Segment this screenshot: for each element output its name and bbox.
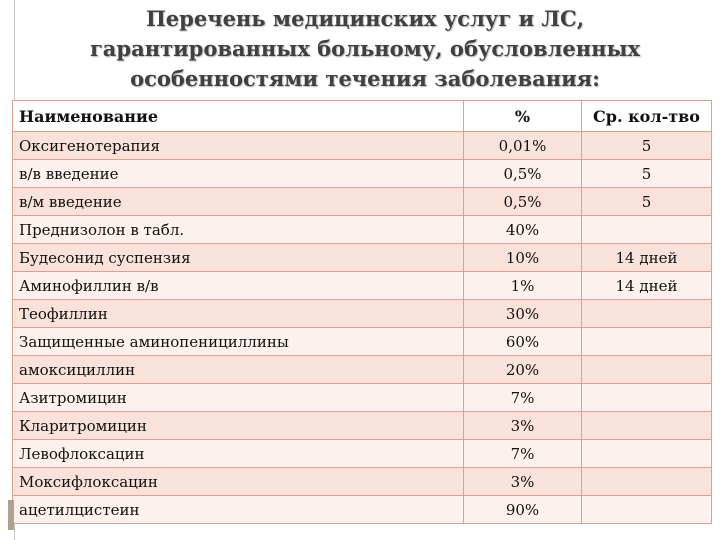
cell-name: амоксициллин: [13, 356, 464, 384]
cell-name: Кларитромицин: [13, 412, 464, 440]
cell-percent: 7%: [464, 384, 582, 412]
cell-percent: 90%: [464, 496, 582, 524]
cell-percent: 0,01%: [464, 132, 582, 160]
cell-percent: 20%: [464, 356, 582, 384]
cell-name: ацетилцистеин: [13, 496, 464, 524]
cell-percent: 10%: [464, 244, 582, 272]
table-row: [13, 244, 712, 272]
cell-percent: 0,5%: [464, 160, 582, 188]
cell-average-quantity: 14 дней: [582, 272, 712, 300]
cell-name: Азитромицин: [13, 384, 464, 412]
cell-name: в/м введение: [13, 188, 464, 216]
table-row: [13, 468, 712, 496]
cell-average-quantity: [582, 356, 712, 384]
header-percent: %: [464, 101, 582, 132]
table-row: [13, 272, 712, 300]
header-name: Наименование: [13, 101, 464, 132]
table-row: [13, 412, 712, 440]
cell-average-quantity: [582, 300, 712, 328]
cell-average-quantity: 5: [582, 132, 712, 160]
table-row: [13, 440, 712, 468]
cell-name: Теофиллин: [13, 300, 464, 328]
table-row: [13, 496, 712, 524]
table-row: [13, 328, 712, 356]
cell-name: Оксигенотерапия: [13, 132, 464, 160]
slide-title: [20, 4, 710, 94]
cell-average-quantity: [582, 216, 712, 244]
cell-percent: 0,5%: [464, 188, 582, 216]
cell-average-quantity: [582, 440, 712, 468]
cell-average-quantity: [582, 468, 712, 496]
cell-average-quantity: [582, 328, 712, 356]
title-line-3: особенностями течения заболевания:: [130, 66, 600, 91]
left-edge-tab: [8, 500, 14, 530]
cell-percent: 3%: [464, 468, 582, 496]
cell-name: Преднизолон в табл.: [13, 216, 464, 244]
table-header-row: [13, 101, 712, 132]
cell-average-quantity: [582, 412, 712, 440]
cell-average-quantity: 5: [582, 160, 712, 188]
cell-percent: 7%: [464, 440, 582, 468]
cell-average-quantity: 14 дней: [582, 244, 712, 272]
cell-percent: 3%: [464, 412, 582, 440]
title-line-1: Перечень медицинских услуг и ЛС,: [145, 6, 585, 31]
table-row: [13, 356, 712, 384]
table-row: [13, 384, 712, 412]
table-row: [13, 188, 712, 216]
cell-name: Моксифлоксацин: [13, 468, 464, 496]
cell-name: в/в введение: [13, 160, 464, 188]
table-row: [13, 216, 712, 244]
cell-name: Аминофиллин в/в: [13, 272, 464, 300]
cell-percent: 60%: [464, 328, 582, 356]
services-table: [12, 100, 712, 524]
cell-percent: 40%: [464, 216, 582, 244]
cell-average-quantity: [582, 496, 712, 524]
table-row: [13, 300, 712, 328]
cell-percent: 1%: [464, 272, 582, 300]
table-row: [13, 132, 712, 160]
table-row: [13, 160, 712, 188]
cell-percent: 30%: [464, 300, 582, 328]
cell-name: Защищенные аминопенициллины: [13, 328, 464, 356]
header-average-quantity: Ср. кол-тво: [582, 101, 712, 132]
title-line-2: гарантированных больному, обусловленных: [89, 36, 641, 61]
cell-average-quantity: 5: [582, 188, 712, 216]
cell-average-quantity: [582, 384, 712, 412]
table-body: [13, 132, 712, 524]
cell-name: Будесонид суспензия: [13, 244, 464, 272]
cell-name: Левофлоксацин: [13, 440, 464, 468]
